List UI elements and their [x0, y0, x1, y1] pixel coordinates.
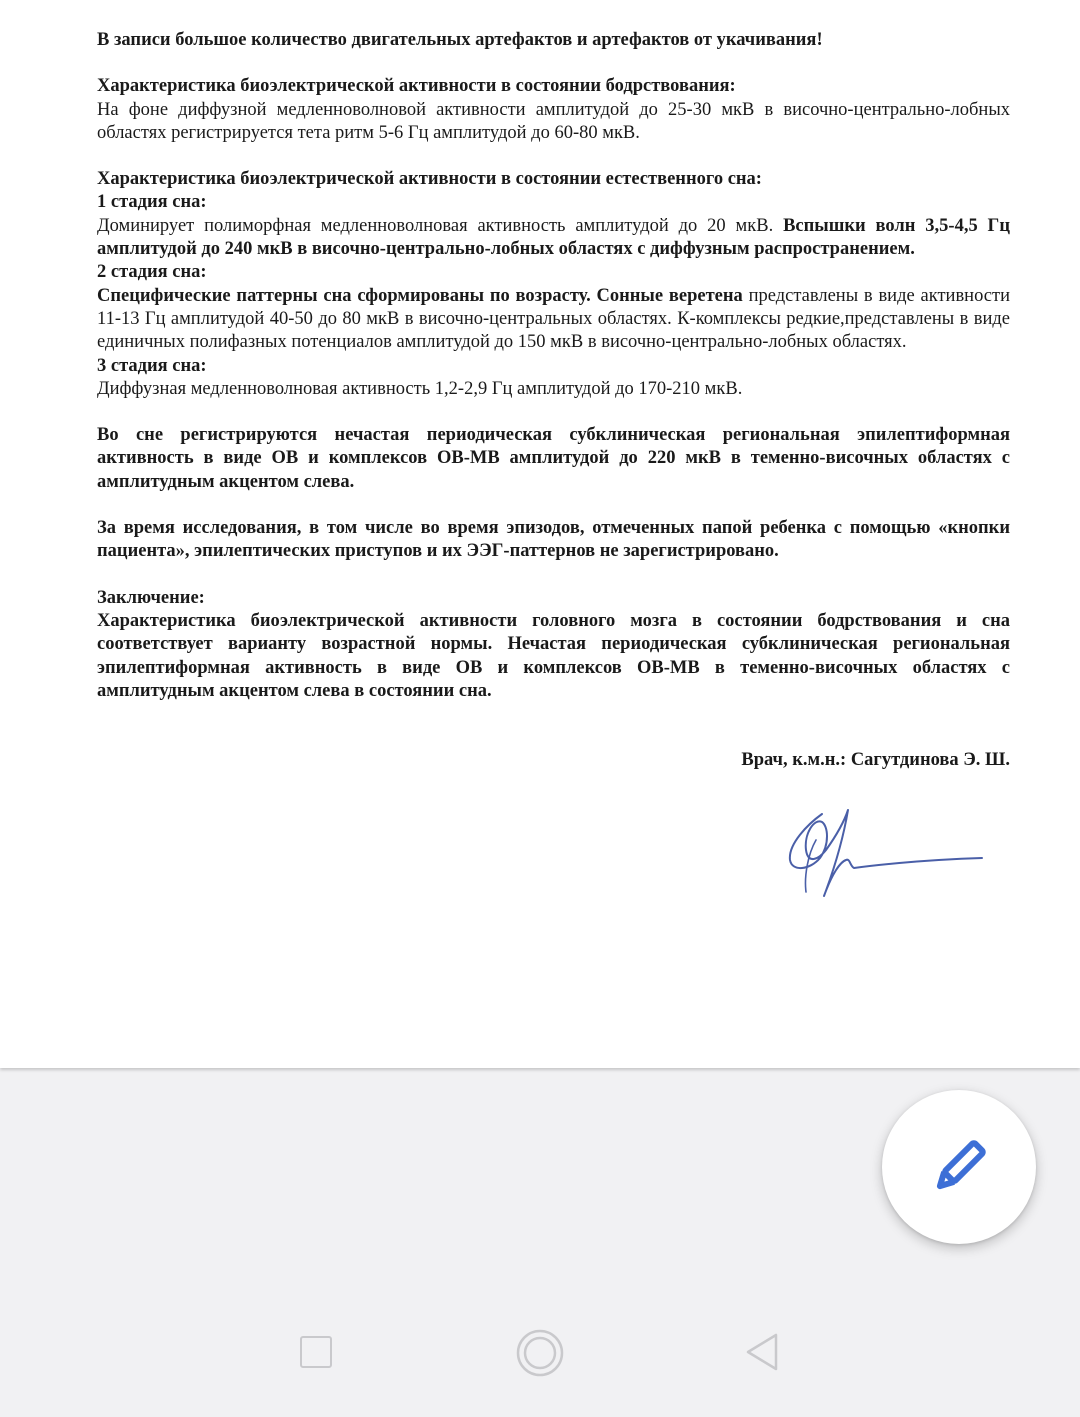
- document-body: [97, 29, 1010, 772]
- recents-button[interactable]: [300, 1336, 332, 1368]
- stage2-label: 2 стадия сна:: [97, 262, 207, 283]
- sleep-heading: Характеристика биоэлектрической активности в состоянии естественного сна:: [97, 169, 762, 190]
- home-button[interactable]: [515, 1328, 565, 1378]
- doctor-signature-line: Врач, к.м.н.: Сагутдинова Э. Ш.: [741, 750, 1010, 771]
- conclusion-text: Характеристика биоэлектрической активности головного мозга в состоянии бодрствования и сна соответствует варианту возрастной нормы. Нечастая периодическая субклиническая региональная эпилептиформная активность в виде ОВ и комплексов ОВ-МВ в теменно-височных областях с амплитудным акцентом слева в состоянии сна.: [97, 610, 1010, 701]
- stage1-text: [97, 215, 1010, 262]
- back-button[interactable]: [742, 1331, 782, 1373]
- stage1-text-normal: Доминирует полиморфная медленноволновая активность амплитудой до 20 мкВ.: [97, 215, 784, 236]
- conclusion-label: Заключение:: [97, 587, 205, 608]
- stage1-text-bold: Вспышки волн 3,5-4,5 Гц амплитудой до 240 мкВ в височно-центрально-лобных областях с диффузным распространением.: [97, 215, 1010, 260]
- stage2-text: [97, 285, 1010, 355]
- wake-heading: Характеристика биоэлектрической активности в состоянии бодрствования:: [97, 76, 736, 97]
- artifact-warning: В записи большое количество двигательных артефактов и артефактов от укачивания!: [97, 30, 823, 50]
- wake-text: На фоне диффузной медленноволновой активности амплитудой до 25-30 мкВ в височно-центрально-лобных областях регистрируется тета ритм 5-6 Гц амплитудой до 60-80 мкВ.: [97, 99, 1010, 143]
- stage2-text-normal: представлены в виде активности 11-13 Гц амплитудой 40-50 до 80 мкВ в височно-центральных областях. К-комплексы редкие,представлены в виде единичных полифазных потенциалов амплитудой до 150 мкВ в височно-центрально-лобных областях.: [97, 285, 1010, 353]
- triangle-back-icon: [748, 1335, 776, 1369]
- pencil-icon: [929, 1137, 989, 1197]
- stage1-label: 1 стадия сна:: [97, 192, 207, 213]
- stage3-text: Диффузная медленноволновая активность 1,2-2,9 Гц амплитудой до 170-210 мкВ.: [97, 378, 743, 399]
- no-seizures-paragraph: За время исследования, в том числе во время эпизодов, отмеченных папой ребенка с помощью «кнопки пациента», эпилептических приступов и их ЭЭГ-паттернов не зарегистрировано.: [97, 518, 1010, 562]
- edit-fab-button[interactable]: [882, 1090, 1036, 1244]
- stage2-text-bold: Специфические паттерны сна сформированы по возрасту. Сонные веретена: [97, 285, 743, 306]
- stage3-label: 3 стадия сна:: [97, 355, 207, 376]
- epileptiform-paragraph: Во сне регистрируются нечастая периодическая субклиническая региональная эпилептиформная активность в виде ОВ и комплексов ОВ-МВ амплитудой до 220 мкВ в теменно-височных областях с амплитудным акцентом слева.: [97, 425, 1010, 492]
- handwritten-signature: [778, 800, 988, 910]
